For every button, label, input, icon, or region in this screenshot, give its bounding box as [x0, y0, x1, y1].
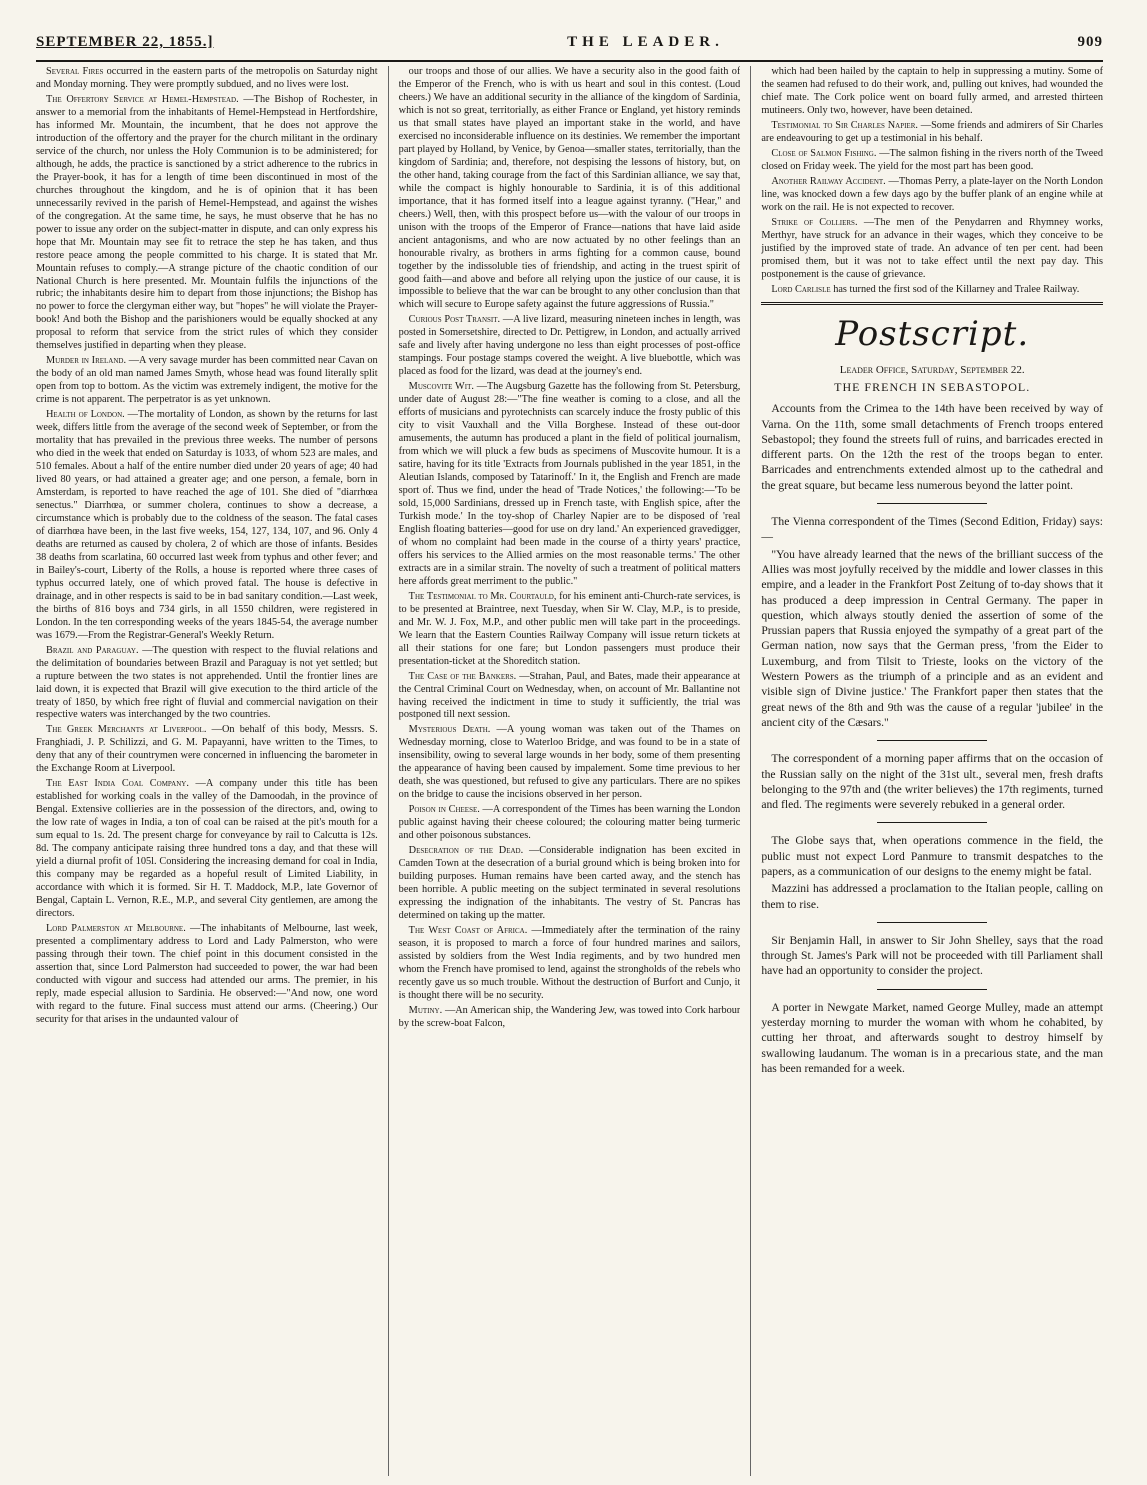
news-item-heading: Testimonial to Sir Charles Napier.	[771, 119, 921, 131]
news-item-text: —Immediately after the termination of the rainy season, it is proposed to march a force of four hundred marines and sailors, assisted by soldiers from the West India regiments, and by two hundred men whom the French have promised to lend, against the strongholds of the rebels who recently gave us so much trouble. Without the destruction of Burfort and Cunjo, it is thought there will be no security.	[398, 924, 741, 1001]
news-item-heading: Another Railway Accident.	[771, 175, 889, 187]
column-left	[36, 66, 378, 1476]
news-item	[399, 66, 741, 312]
news-item	[761, 284, 1103, 297]
news-item-heading: Curious Post Transit.	[408, 314, 503, 326]
separator-rule	[877, 989, 987, 990]
news-item-heading: Lord Palmerston at Melbourne.	[46, 922, 191, 934]
news-item	[36, 923, 378, 1027]
news-item-heading: Murder in Ireland.	[46, 355, 129, 367]
news-item	[399, 381, 741, 589]
news-item	[399, 845, 741, 923]
news-item	[36, 724, 378, 776]
news-item-heading: The East India Coal Company.	[46, 778, 196, 790]
separator-rule	[877, 822, 987, 823]
news-item-text: —An American ship, the Wandering Jew, was towed into Cork harbour by the screw-boat Falcon,	[398, 1004, 741, 1029]
news-item-heading: Desecration of the Dead.	[408, 845, 529, 857]
news-item-text: —A correspondent of the Times has been warning the London public against having their cheese coloured; the colouring matter being turmeric and other poisonous substances.	[398, 804, 741, 842]
news-item	[36, 778, 378, 921]
postscript-paragraph: A porter in Newgate Market, named George Mulley, made an attempt yesterday morning to murder the woman with whom he cohabited, by cutting her throat, and afterwards sought to destroy himself by swallowing laudanum. The woman is in a precarious state, and the man has been remanded for a week.	[761, 1000, 1104, 1075]
column-middle	[399, 66, 741, 1476]
postscript-paragraph: The Globe says that, when operations commence in the field, the public must not expect Lord Panmure to transmit despatches to the papers, as a communication of our designs to the enemy might be fatal.	[761, 834, 1104, 878]
news-item-text: —Strahan, Paul, and Bates, made their appearance at the Central Criminal Court on Wednesday, when, on account of Mr. Ballantine not having received the indictment in time to study it sufficiently, the trial was postponed till next session.	[398, 670, 741, 721]
news-item-text: —A live lizard, measuring nineteen inches in length, was posted in Somersetshire, directed to Dr. Pettigrew, in London, and actually arrived safe and lively after having undergone no less than eight processes of post-office stampings. Four postage stamps covered the weight. A live bluebottle, which was placed as food for the lizard, was dead at the journey's end.	[398, 314, 741, 378]
section-title: THE FRENCH IN SEBASTOPOL.	[834, 380, 1031, 395]
news-item-heading: The Case of the Bankers.	[408, 670, 520, 682]
column-right-news	[761, 66, 1103, 296]
postscript-paragraph: The Vienna correspondent of the Times (Second Edition, Friday) says:—	[761, 515, 1104, 544]
news-item	[399, 804, 741, 843]
news-item-text: —The Bishop of Rochester, in answer to a memorial from the inhabitants of Hemel-Hempstead in Hertfordshire, has informed Mr. Mountain, the incumbent, that he does not approve the introduction of the offertory and the prayer for the church militant in the ordinary service of the church, nor unless the Holy Communion is to be administered; for although, he adds, the practice is sanctioned by a strict adherence to the rubrics in the Prayer-book, it has for a length of time been discontinued in most of the churches throughout the kingdom, and he is of opinion that it has been unnecessarily revived in the parish of Hemel-Hempstead, and against the wishes of the congregation. At the same time, he says, he must observe that he has no power to issue any order on the subject-matter in dispute, and can only express his hope that Mr. Mountain may see fit to retrace the step he has taken, and thus restore peace among the people committed to his charge. It is stated that Mr. Mountain refuses to comply.—A strange picture of the chaotic condition of our National Church is here presented. Mr. Mountain fulfils the injunctions of the rubric; the inhabitants desire him to depart from those injunctions; the Bishop has no power to force the clergyman either way, but "hopes" he will violate the Prayer-book! And both the Bishop and the parishioners would be equally shocked at any proposal to reform that service from the strict rules of which they consider themselves justified in departing when they please.	[36, 93, 378, 352]
news-item	[761, 176, 1103, 215]
news-item-heading: The Testimonial to Mr. Courtauld,	[408, 590, 560, 602]
separator-rule	[877, 922, 987, 923]
news-item	[36, 66, 378, 92]
news-item-heading: Several Fires	[46, 66, 107, 77]
postscript-paragraph: Accounts from the Crimea to the 14th have been received by way of Varna. On the 11th, some small detachments of French troops entered Sebastopol; they found the streets full of ruins, and barricades erected in different parts. On the 12th the rest of the troops began to enter. Barricades and entrenchments extended almost up to the cathedral and the great square, but became less numerous beyond the latter point.	[761, 402, 1104, 492]
news-item-heading: Muscovite Wit.	[408, 381, 477, 393]
news-item	[761, 148, 1103, 174]
separator-rule	[877, 503, 987, 504]
masthead	[36, 34, 1103, 58]
issue-date: SEPTEMBER 22, 1855.]	[36, 34, 214, 50]
news-item	[761, 66, 1103, 118]
news-item-heading: Poison in Cheese.	[408, 804, 483, 816]
news-item-heading: Close of Salmon Fishing.	[771, 147, 880, 159]
news-item-text: —The salmon fishing in the rivers north of the Tweed closed on Friday week. The yield for the most part has been good.	[761, 147, 1104, 172]
article-columns	[36, 66, 1103, 1476]
column-divider	[750, 66, 751, 1476]
news-item	[399, 925, 741, 1003]
news-item-heading: Brazil and Paraguay.	[46, 644, 143, 656]
news-item	[36, 355, 378, 407]
news-item-heading: Mysterious Death.	[408, 724, 497, 736]
news-item-text: —Some friends and admirers of Sir Charles are endeavouring to get up a testimonial in his behalf.	[761, 119, 1104, 144]
news-item-text: occurred in the eastern parts of the metropolis on Saturday night and Monday morning. They were promptly subdued, and no lives were lost.	[36, 66, 378, 90]
news-item-text: —A young woman was taken out of the Thames on Wednesday morning, close to Waterloo Bridge, and was found to be in a state of insensibility, owing to several large wounds in her body, some of them presenting the appearance of having been caused by impalement. Some time previous to her death, she was questioned, but refused to give any particulars. There are no spikes on the bridge to cause the incisions observed in her person.	[398, 724, 741, 801]
postscript-paragraph: Mazzini has addressed a proclamation to the Italian people, calling on them to rise.	[761, 882, 1104, 911]
page-number: 909	[1077, 34, 1103, 50]
news-item-heading: The Greek Merchants at Liverpool.	[46, 724, 212, 736]
news-item	[761, 217, 1103, 282]
news-item-heading: The West Coast of Africa.	[408, 924, 532, 936]
news-item	[399, 1005, 741, 1031]
news-item	[36, 409, 378, 642]
news-item-text: which had been hailed by the captain to help in suppressing a mutiny. Some of the seamen had refused to do their work, and, pulling out knives, had wounded the chief mate. The Cork police went on board fully armed, and arrested thirteen mutineers. Only two, however, have been detained.	[761, 66, 1104, 116]
news-item-heading: The Offertory Service at Hemel-Hempstead.	[46, 93, 244, 105]
news-item-text: —The men of the Penydarren and Rhymney works, Merthyr, have struck for an advance in their wages, which they conceive to be justified by the improved state of trade. An advance of ten per cent. had been promised them, but it was not to take effect until the next pay day. This postponement is the cause of grievance.	[761, 216, 1104, 280]
news-item-text: —A very savage murder has been committed near Cavan on the body of an old man named James Smyth, whose head was found literally split open from top to bottom. As the victim was extremely indigent, the motive for the crime is not apparent. The perpetrator is as yet unknown.	[36, 355, 378, 406]
news-item-heading: Strike of Colliers.	[771, 216, 864, 228]
news-item-text: our troops and those of our allies. We have a security also in the good faith of the Emperor of the French, who is with us heart and soul in this contest. (Loud cheers.) We have an additional security in the alliance of the kingdom of Sardinia, which is not so great, territorially, as either France or England, yet history reminds us that small states have played an important stake in the world, and have exercised no inconsiderable influence on its destinies. We remember the important part played by Holland, by Venice, by Genoa—smaller states, territorially, than the kingdom of Sardinia; and, therefore, not despising the lessons of history, but, on the other hand, taking courage from the fact of this Sardinian alliance, we say that, while the compact is highly honourable to Sardinia, it is of this additional importance, that it has formed itself into a league against tyranny. ("Hear," and cheers.) Well, then, with this prospect before us—with the valour of our troops in unison with the troops of the Emperor of France—nations that have laid aside ancient antagonisms, and who are now actuated by no other feelings than an honourable rivalry, as brothers in arms fighting for a common cause, bound together by the indissoluble ties of friendship, and acting in the truest spirit of good faith—and above and before all relying upon the justice of our cause, it is impossible to believe that the war can be brought to any other conclusion than that which will secure to Europe safety against the future aggressions of Russia."	[398, 66, 741, 311]
news-item	[36, 645, 378, 723]
postscript-dateline: Leader Office, Saturday, September 22.	[839, 364, 1025, 377]
postscript-rule	[761, 302, 1103, 305]
news-item-text: has turned the first sod of the Killarney and Tralee Railway.	[833, 283, 1080, 295]
news-item	[761, 120, 1103, 146]
news-item-text: for his eminent anti-Church-rate services, is to be presented at Braintree, next Tuesday, when Sir W. Clay, M.P., is to preside, and Mr. W. J. Fox, M.P., and other public men will take part in the proceedings. We learn that the Eastern Counties Railway Company will issue return tickets at all their stations for one fare; but London passengers must produce their presentation-ticket at the Shoreditch station.	[398, 590, 741, 667]
news-item	[36, 94, 378, 353]
news-item-text: —A company under this title has been established for working coals in the valley of the Damoodah, in the province of Bengal. Extensive collieries are in the possession of the directors, and, owing to the low rate of wages in India, a ton of coal can be raised at the pit's mouth for a sum equal to 1s. 2d. The present charge for conveyance by rail to Calcutta is 12s. 8d. The company anticipate raising three hundred tons a day, and that these will yield a diurnal profit of 105l. Considering the increasing demand for coal in India, this company may be regarded as a hopeful result of Limited Liability, in accordance with which it is formed. Sir H. T. Maddock, M.P., late Governor of Bengal, Captain L. Vernon, R.E., M.P., and several City gentlemen, are among the directors.	[36, 778, 378, 919]
news-item-text: —The mortality of London, as shown by the returns for last week, differs little from the average of the second week of September, or from the mortality that has prevailed in the previous three weeks. The number of persons who died in the week that ended on Saturday is 1033, of whom 523 are males, and 510 females. About a half of the entire number died under 20 years of age; 40 had lived 80 years, or had attained a greater age; and one person, a female, born in Amsterdam, is reported to have reached the age of 101. She died of "diarrhœa senectus." Diarrhœa, or summer cholera, continues to show a decrease, a circumstance which is probably due to the coldness of the season. The fatal cases of diarrhœa have been, in the last five weeks, 154, 127, 134, 107, and 96. Only 4 deaths are returned as caused by cholera, 2 of which are those of infants. Besides 38 deaths from scarlatina, 60 occurred last week from typhus and other fever; and in Bailey's-court, Liberty of the Rolls, a house is reported where three cases of typhus occurred lately, one of which proved fatal. The house is defective in drainage, and in other respects is said to be in bad sanitary condition.—Last week, the births of 816 boys and 734 girls, in all 1550 children, were registered in London. In the ten corresponding weeks of the years 1845-54, the average number was 1679.—From the Registrar-General's Weekly Return.	[36, 409, 378, 641]
postscript-quote: "You have already learned that the news of the brilliant success of the Allies was most joyfully received by the middle and lower classes in this empire, and a leader in the Frankfort Post Zeitung of to-day shows that it has produced a deep impression in Central Germany. The paper in question, which always stoutly denied the assertion of some of the Prussian papers that Russia enjoyed the sympathy of a great part of the German nation, now says that the German press, 'from the Eider to Luxemburg, and from Tilsit to Trieste, looks on the victory of the Western Powers as the triumph of a principle and as an evident and visible sign of Divine justice.' The Frankfort paper then states that the great news of the 8th and 9th was the cause of a regular 'jubilee' in the ancient city of the Cæsars."	[761, 547, 1104, 729]
postscript-paragraph: The correspondent of a morning paper affirms that on the occasion of the Russian sally on the night of the 31st ult., several men, fresh drafts belonging to the 97th and (the writer believes) the 17th regiments, turned and fled. The regiments were severely rebuked in a general order.	[761, 752, 1104, 812]
news-item-heading: Mutiny.	[408, 1004, 445, 1016]
newspaper-title: THE LEADER.	[567, 34, 724, 50]
postscript-heading: Postscript.	[835, 314, 1030, 355]
news-item-heading: Lord Carlisle	[771, 283, 834, 295]
column-right	[761, 66, 1103, 1476]
postscript-paragraph: Sir Benjamin Hall, in answer to Sir John Shelley, says that the road through St. James's Park will not be proceeded with till Parliament shall have had an opportunity to consider the project.	[761, 933, 1104, 978]
masthead-rule	[36, 60, 1103, 62]
news-item-text: —Thomas Perry, a plate-layer on the North London line, was knocked down a few days ago by the buffer plank of an engine while at work on the rail. He is not expected to recover.	[761, 175, 1104, 213]
news-item-text: —The question with respect to the fluvial relations and the delimitation of boundaries between Brazil and Paraguay is not yet settled; but a rupture between the two states is not apprehended. Until the frontier lines are laid down, it is expected that Brazil will give execution to the third article of the treaty of 1850, by which free right of fluvial and commercial navigation on their respective waters was interchanged by the two countries.	[36, 644, 378, 721]
news-item	[399, 591, 741, 669]
news-item	[399, 671, 741, 723]
news-item	[399, 724, 741, 802]
news-item-text: —The Augsburg Gazette has the following from St. Petersburg, under date of August 28:—"The fine weather is coming to a close, and all the efforts of musicians and pyrotechnists can scarcely induce the frosty public of this city to visit Vauxhall and the Villa Borghese. Instead of these out-door amusements, the autumn has produced a plant in the field of political journalism, from which we will pluck a few buds as specimens of Muscovite humour. It is a satire, having for its title 'Extracts from Journals published in the year 1851, in the Aleutian Islands, composed by Tatarinoff.' In it, the English and French are made sport of. Thus we find, under the head of 'Trade Notices,' the following:—'To be sold, 15,000 Sardinians, dressed up in French taste, with English spice, after the Turkish mode.' In the toy-shop of Charley Napier are to be disposed of 'real English floating batteries—good for use on dry land.' An experienced gravedigger, of whom no complaint had been made in the course of a thirty years' practice, offers his services to the Allied armies on the most reasonable terms.' The other extracts are in a similar strain. The novelty of such a treatment of political matters here affords great merriment to the public."	[398, 381, 741, 587]
news-item-text: —The inhabitants of Melbourne, last week, presented a complimentary address to Lord and Lady Palmerston, who were passing through their town. The chief point in this document consisted in the assertion that, since Lord Palmerston had succeeded to power, the war had been conducted with vigour and success had attended our arms. The premier, in his reply, made especial allusion to Sardinia. He observed:—"And now, one word with regard to the future. Final success must attend our arms. (Cheering.) Our security for that arises in the undaunted valour of	[36, 922, 378, 1025]
news-item-text: —On behalf of this body, Messrs. S. Franghiadi, J. P. Schilizzi, and G. M. Papayanni, have written to the Times, to deny that any of their countrymen were concerned in influencing the barometer in the Exchange Room at Liverpool.	[36, 724, 378, 775]
separator-rule	[877, 740, 987, 741]
news-item-heading: Health of London.	[46, 409, 128, 421]
column-divider	[388, 66, 389, 1476]
news-item	[399, 314, 741, 379]
news-item-text: —Considerable indignation has been excited in Camden Town at the desecration of a burial ground which is being broken into for building purposes. Human remains have been carted away, and the stench has been horrible. A public meeting on the subject terminated in several resolutions expressing the indignation of the inhabitants. The vestry of St. Pancras has determined on taking up the matter.	[398, 845, 741, 921]
